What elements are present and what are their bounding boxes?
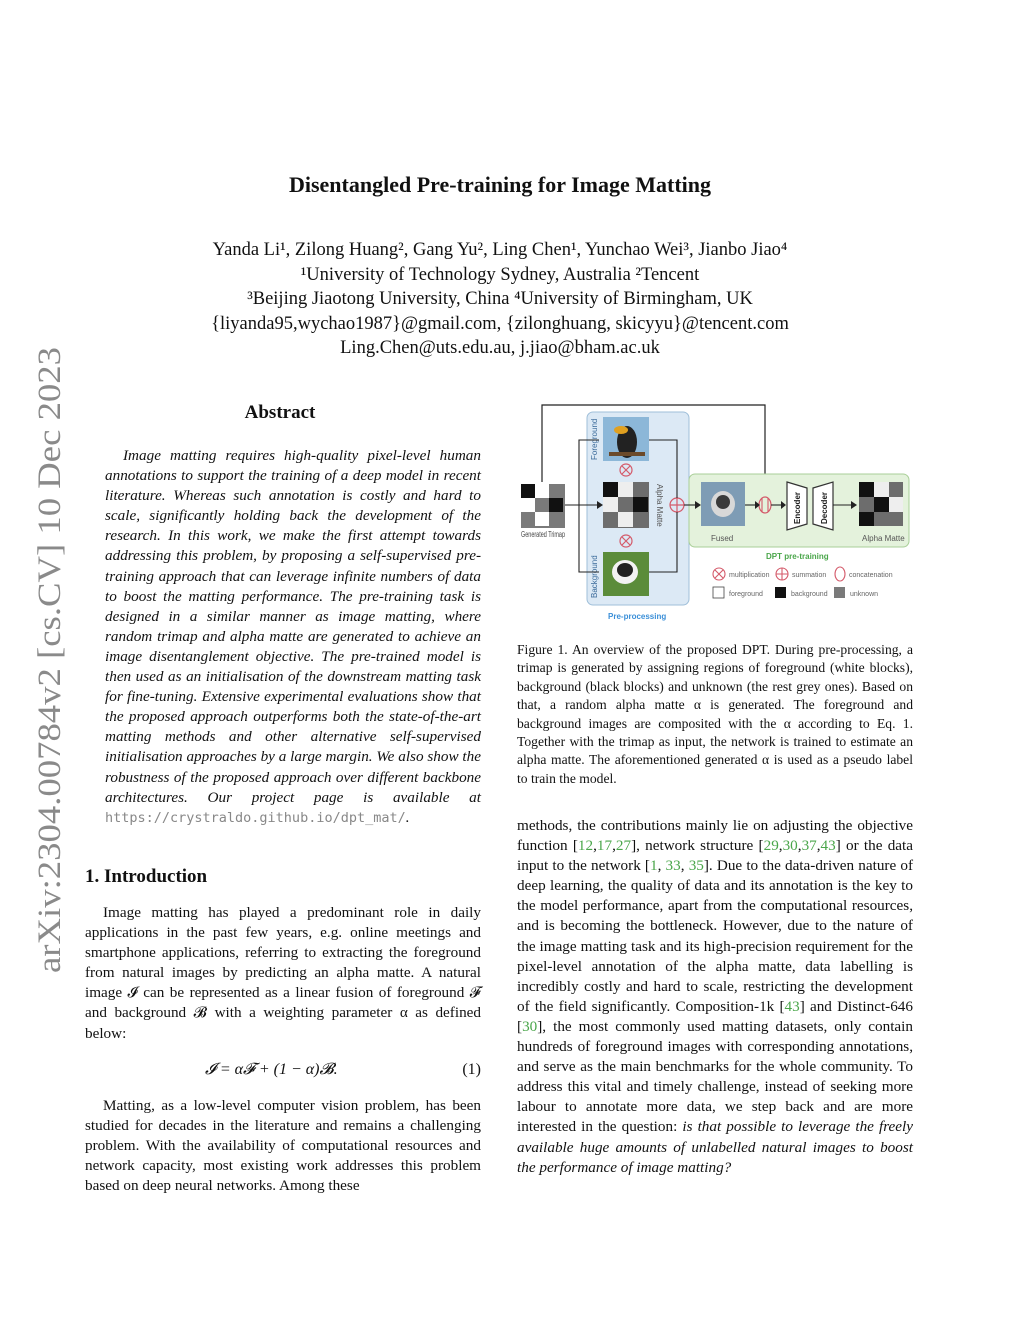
citation[interactable]: 30 [522,1017,538,1035]
legend-concatenation: concatenation [849,572,893,579]
alpha-matte-output-label: Alpha Matte [862,534,905,543]
encoder-label: Encoder [793,491,802,524]
col2-text-6: ], the most commonly used matting datasets, only contain hundreds of foreground images with corresponding annotations, and serve as the main benchmarks for the whole community. To address this vital and timely challenge, instead of seeking more labour to annotate more data, we step back and are more interested in the question: [517,1017,913,1136]
intro-paragraph-2: Matting, as a low-level computer vision problem, has been studied for decades in the literature and remains a challenging problem. With the availability of computational resources and network capacity, most existing work addresses this problem based on deep neural networks. Among these [85,1097,481,1195]
intro-paragraph-1: Image matting has played a predominant role in daily applications in the past few years, e.g. online meetings and smartphone applications, referring to extracting the foreground from natural images by predicting an alpha matte. A natural image 𝓘 can be represented as a linear fusion of foreground 𝓕 and background 𝓑 with a weighting parameter α as defined below: [85,904,481,1042]
citation[interactable]: 1 [650,857,658,875]
affiliation-line-1: ¹University of Technology Sydney, Australia ²Tencent [300,264,700,285]
dpt-pretraining-label: DPT pre-training [766,552,829,561]
legend [713,567,893,598]
alpha-matte-side-label: Alpha Matte [655,484,664,527]
summation-op [670,498,684,512]
generated-trimap-image [521,484,565,528]
citation[interactable]: 43 [784,997,800,1015]
project-url[interactable]: https://crystraldo.github.io/dpt_mat/ [105,809,406,826]
citation[interactable]: 12 [577,837,594,855]
citation[interactable]: 27 [615,837,632,855]
alpha-matte-output-image [859,482,903,526]
figure-1 [517,400,917,635]
abstract-body [105,446,481,828]
citation[interactable]: 43 [820,837,836,855]
email-line-2: Ling.Chen@uts.edu.au, j.jiao@bham.ac.uk [340,338,660,358]
legend-multiplication: multiplication [729,572,770,579]
legend-summation: summation [792,572,827,579]
preprocessing-label: Pre-processing [608,612,667,621]
citation[interactable]: 37 [801,837,817,855]
background-image [603,552,649,596]
research-question: is that possible to leverage the freely available huge amounts of unlabelled natural images to boost the performance of image matting? [517,1118,913,1176]
col2-text-5: ] and Distinct-646 [ [517,997,913,1035]
col2-text-4: ]. Due to the data-driven nature of deep learning, the quality of data and its annotation is the key to the model performance, apart from the computational resources, and is becoming the bottleneck. However, due to the nature of the image matting task and its high-precision requirement for the pixel-level annotation of the alpha matte, data labelling is incredibly costly and hard to scale, restricting the development of the field significantly. Composition-1k [ [517,857,914,1015]
foreground-image [603,417,649,461]
abstract-end: . [405,808,410,826]
abstract-heading: Abstract [244,402,316,423]
author-block [0,238,1000,361]
col2-text-3: ] or the data input to the network [ [517,837,913,875]
abstract-text: Image matting requires high-quality pixel-level human annotations to support the training of a deep model in recent literature. Whereas such annotation is costly and hard to scale, significantly holding back the development of the research. In this work, we make the first attempt towards addressing this problem, by proposing a self-supervised pre-training approach that can leverage infinite numbers of data to boost the matting performance. The pre-training task is designed in a similar manner as image matting, where random trimap and alpha matte are generated to achieve an image disentanglement objective. The pre-trained model is then used as an initialisation of the downstream matting task for fine-tuning. Extensive experimental evaluations show that the proposed approach outperforms both the state-of-the-art matting methods and other alternative self-supervised initialisation approaches by a large margin. We also show the robustness of the proposed approach over different backbone architectures. Our project page is available at [105,447,481,806]
arxiv-sidebar [10,345,70,975]
email-line-1: {liyanda95,wychao1987}@gmail.com, {zilonghuang, skicyyu}@tencent.com [211,313,789,334]
authors-line: Yanda Li¹, Zilong Huang², Gang Yu², Ling Chen¹, Yunchao Wei³, Jianbo Jiao⁴ [212,240,788,260]
legend-unknown: unknown [850,591,879,598]
figure-1-caption: Figure 1. An overview of the proposed DPT. During pre-processing, a trimap is generated by assigning regions of foreground (white blocks), background (black blocks) and unknown (the rest grey ones). Based on that, a random alpha matte α is generated. The foreground and background images are composited with the α according to Eq. 1. Together with the trimap as input, the network is trained to estimate an alpha matte. The aforementioned generated α is used as a pseudo label to train the model. [517,642,913,786]
decoder-label: Decoder [820,491,829,524]
citation[interactable]: 17 [596,837,613,855]
fused-label: Fused [711,534,734,543]
foreground-label: Foreground [590,418,599,460]
equation-number: (1) [462,1061,481,1078]
fused-image [701,482,745,526]
legend-background: background [791,591,828,598]
legend-foreground: foreground [729,591,763,598]
equation-formula: 𝓘 = α𝓕 + (1 − α)𝓑. [205,1061,338,1078]
arxiv-id: arXiv:2304.00784v2 [cs.CV] 10 Dec 2023 [32,410,68,973]
col2-text-2: ], network structure [ [631,837,764,855]
citation[interactable]: 30 [782,837,798,855]
alpha-matte-input-image [603,482,649,528]
citation[interactable]: 35 [688,857,704,875]
citation[interactable]: 33 [665,857,681,875]
citation[interactable]: 29 [763,837,779,855]
paper-title: Disentangled Pre-training for Image Matting [288,172,712,197]
affiliation-line-2: ³Beijing Jiaotong University, China ⁴University of Birmingham, UK [247,289,753,309]
generated-trimap-label: Generated Trimap [521,530,566,539]
section-heading-introduction: 1. Introduction [85,866,208,887]
col2-text-1: methods, the contributions mainly lie on adjusting the objective function [ [517,817,913,855]
background-label: Background [590,555,599,598]
right-column-paragraph: methods, the contributions mainly lie on adjusting the objective function [12,17,27], network structure [29,30,37,43] or the data input to the network [1, 33, 35]. Due to the data-driven nature of deep learning, the quality of data and its annotation is the key to the model performance, apart from the computational resources, and is becoming the bottleneck. However, due to the nature of the image matting task and its high-precision requirement for the pixel-level annotation of the alpha matte, data labelling is incredibly costly and hard to scale, restricting the development of the field significantly. Composition-1k [43] and Distinct-646 [30], the most commonly used matting datasets, only contain hundreds of foreground images with corresponding annotations, and serve as the main benchmarks for the whole community. To address this vital and timely challenge, instead of seeking more labour to annotate more data, we step back and are more interested in the question: is that possible to leverage the freely available huge amounts of unlabelled natural images to boost the performance of image matting? [517,817,914,1176]
